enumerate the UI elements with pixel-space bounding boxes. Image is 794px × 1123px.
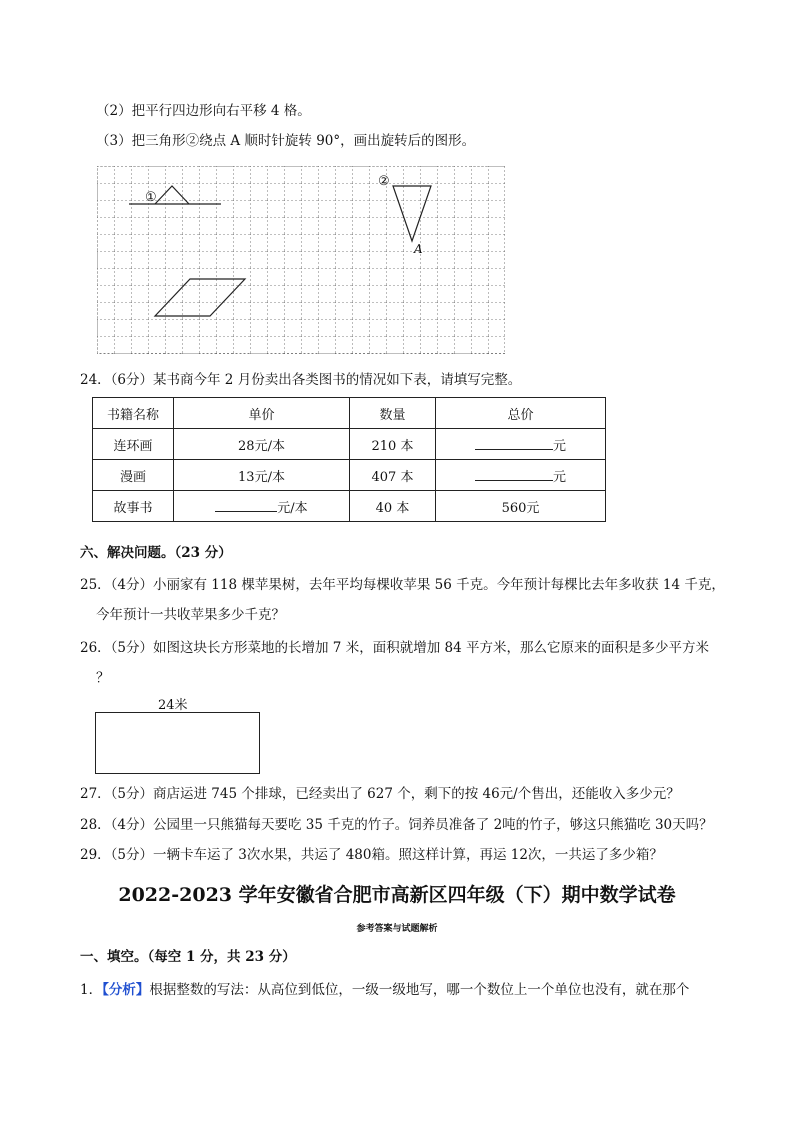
row2-total-blank[interactable] [475, 466, 553, 481]
q23-part3: （3）把三角形②绕点 A 顺时针旋转 90°，画出旋转后的图形。 [96, 133, 476, 149]
answer1-line [80, 980, 689, 1000]
row3-price-unit: 元/本 [277, 500, 308, 516]
row1-qty: 210 本 [350, 429, 436, 460]
row3-qty: 40 本 [350, 491, 436, 522]
vegetable-plot-rectangle [95, 712, 260, 774]
row1-total [436, 429, 606, 460]
point-a-label: A [414, 242, 423, 256]
analysis-tag: 【分析】 [102, 982, 150, 998]
row3-name: 故事书 [93, 491, 174, 522]
row1-name: 连环画 [93, 429, 174, 460]
section6-heading: 六、解决问题。（23 分） [80, 545, 232, 561]
section1-heading: 一、填空。（每空 1 分，共 23 分） [80, 949, 296, 965]
header-qty: 数量 [350, 398, 436, 429]
page-title: 2022-2023 学年安徽省合肥市高新区四年级（下）期中数学试卷 [118, 884, 676, 906]
row3-total: 560元 [436, 491, 606, 522]
row2-total [436, 460, 606, 491]
dotted-grid [97, 166, 505, 354]
header-name: 书籍名称 [93, 398, 174, 429]
triangle-2-label: ② [378, 174, 390, 189]
answer1-text: 根据整数的写法：从高位到低位，一级一级地写，哪一个数位上一个单位也没有，就在那个 [149, 982, 690, 998]
q26-line1: 26．（5分）如图这块长方形菜地的长增加 7 米，面积就增加 84 平方米，那么它原来的面积是多少平方米 [80, 640, 709, 656]
table-row [93, 429, 606, 460]
q26-line2: ？ [96, 670, 110, 686]
triangle-1-label: ① [145, 190, 157, 205]
page-subtitle: 参考答案与试题解析 [356, 924, 438, 934]
row2-qty: 407 本 [350, 460, 436, 491]
q25-line2: 今年预计一共收苹果多少千克？ [96, 607, 285, 623]
q29-text: 29．（5分）一辆卡车运了 3次水果，共运了 480箱。照这样计算，再运 12次，一共运了多少箱？ [80, 847, 663, 863]
answer1-num: 1． [80, 982, 103, 998]
grid-figure [97, 166, 505, 354]
header-price: 单价 [174, 398, 350, 429]
row2-name: 漫画 [93, 460, 174, 491]
row3-price [174, 491, 350, 522]
table-row [93, 491, 606, 522]
row2-total-unit: 元 [552, 469, 566, 485]
q27-text: 27．（5分）商店运进 745 个排球，已经卖出了 627 个，剩下的按 46元/个售出，还能收入多少元？ [80, 786, 680, 802]
q28-text: 28．（4分）公园里一只熊猫每天要吃 35 千克的竹子。饲养员准备了 2吨的竹子，够这只熊猫吃 30天吗？ [80, 817, 713, 833]
rect-width-label: 24米 [158, 698, 188, 713]
row2-price: 13元/本 [174, 460, 350, 491]
row3-price-blank[interactable] [215, 497, 277, 512]
row1-total-blank[interactable] [475, 435, 553, 450]
row1-total-unit: 元 [552, 438, 566, 454]
q25-line1: 25．（4分）小丽家有 118 棵苹果树，去年平均每棵收苹果 56 千克。今年预计每棵比去年多收获 14 千克， [80, 577, 725, 593]
header-total: 总价 [436, 398, 606, 429]
table-row [93, 460, 606, 491]
q24-prompt: 24．（6分）某书商今年 2 月份卖出各类图书的情况如下表，请填写完整。 [80, 372, 522, 388]
book-table [92, 397, 606, 522]
q23-part2: （2）把平行四边形向右平移 4 格。 [96, 103, 311, 119]
row1-price: 28元/本 [174, 429, 350, 460]
table-header-row [93, 398, 606, 429]
